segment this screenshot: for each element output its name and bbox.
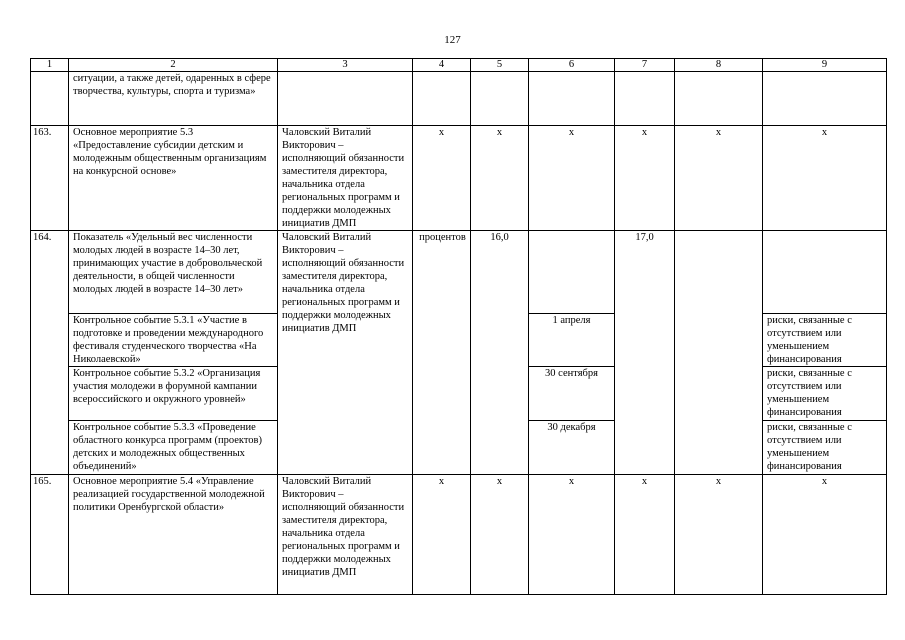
responsible-cell bbox=[278, 72, 413, 126]
header-cell: 7 bbox=[615, 59, 675, 72]
table-row-164 bbox=[31, 231, 887, 314]
program-table bbox=[30, 58, 887, 595]
indicator-name-cell: Показатель «Удельный вес численности молодых людей в возрасте 14–30 лет, принимающих участие в добровольческой деятельности, в общей численности молодых людей в возрасте 14–30 лет» bbox=[69, 231, 278, 314]
row-number: 164. bbox=[31, 231, 69, 475]
value-cell: х bbox=[413, 475, 471, 595]
cell bbox=[529, 72, 615, 126]
page-number: 127 bbox=[444, 34, 461, 46]
date-cell: 1 апреля bbox=[529, 314, 615, 367]
table-row-163 bbox=[31, 126, 887, 231]
event-name-cell: Контрольное событие 5.3.2 «Организация участия молодежи в форумной кампании всероссийского и окружного уровней» bbox=[69, 367, 278, 421]
cell bbox=[615, 72, 675, 126]
risk-cell: риски, связанные с отсутствием или уменьшением финансирования bbox=[763, 314, 887, 367]
cell bbox=[413, 72, 471, 126]
value-cell: х bbox=[675, 126, 763, 231]
value-cell: х bbox=[471, 126, 529, 231]
header-cell: 3 bbox=[278, 59, 413, 72]
date-cell: 30 сентября bbox=[529, 367, 615, 421]
name-cell: Основное мероприятие 5.4 «Управление реализацией государственной молодежной политики Оренбургской области» bbox=[69, 475, 278, 595]
header-row bbox=[31, 59, 887, 72]
value-cell: 16,0 bbox=[471, 231, 529, 475]
value-cell: х bbox=[413, 126, 471, 231]
responsible-cell: Чаловский Виталий Викторович – исполняющий обязанности заместителя директора, начальника отдела региональных программ и поддержки молодежных инициатив ДМП bbox=[278, 475, 413, 595]
value-cell: 17,0 bbox=[615, 231, 675, 475]
value-cell: х bbox=[615, 475, 675, 595]
num-cell bbox=[31, 72, 69, 126]
date-cell bbox=[529, 231, 615, 314]
value-cell: х bbox=[529, 475, 615, 595]
header-cell: 9 bbox=[763, 59, 887, 72]
cell bbox=[763, 72, 887, 126]
value-cell: х bbox=[675, 475, 763, 595]
event-name-cell: Контрольное событие 5.3.3 «Проведение областного конкурса программ (проектов) детских и молодежных общественных объединений» bbox=[69, 421, 278, 475]
table-row-continuation bbox=[31, 72, 887, 126]
header-cell: 1 bbox=[31, 59, 69, 72]
name-cell: Основное мероприятие 5.3 «Предоставление субсидии детским и молодежным общественным организациям на конкурсной основе» bbox=[69, 126, 278, 231]
cell bbox=[471, 72, 529, 126]
value-cell: х bbox=[763, 126, 887, 231]
cell bbox=[675, 72, 763, 126]
header-cell: 4 bbox=[413, 59, 471, 72]
responsible-cell: Чаловский Виталий Викторович – исполняющий обязанности заместителя директора, начальника отдела региональных программ и поддержки молодежных инициатив ДМП bbox=[278, 231, 413, 475]
header-cell: 6 bbox=[529, 59, 615, 72]
value-cell: х bbox=[615, 126, 675, 231]
risk-cell: риски, связанные с отсутствием или уменьшением финансирования bbox=[763, 367, 887, 421]
name-cell: ситуации, а также детей, одаренных в сфере творчества, культуры, спорта и туризма» bbox=[69, 72, 278, 126]
row-number: 163. bbox=[31, 126, 69, 231]
header-cell: 8 bbox=[675, 59, 763, 72]
date-cell: 30 декабря bbox=[529, 421, 615, 475]
event-name-cell: Контрольное событие 5.3.1 «Участие в подготовке и проведении международного фестиваля студенческого творчества «На Николаевской» bbox=[69, 314, 278, 367]
header-cell: 5 bbox=[471, 59, 529, 72]
value-cell: х bbox=[471, 475, 529, 595]
cell bbox=[675, 231, 763, 475]
row-number: 165. bbox=[31, 475, 69, 595]
unit-cell: процентов bbox=[413, 231, 471, 475]
responsible-cell: Чаловский Виталий Викторович – исполняющий обязанности заместителя директора, начальника отдела региональных программ и поддержки молодежных инициатив ДМП bbox=[278, 126, 413, 231]
header-cell: 2 bbox=[69, 59, 278, 72]
table-row-165 bbox=[31, 475, 887, 595]
value-cell: х bbox=[763, 475, 887, 595]
value-cell: х bbox=[529, 126, 615, 231]
risk-cell bbox=[763, 231, 887, 314]
risk-cell: риски, связанные с отсутствием или уменьшением финансирования bbox=[763, 421, 887, 475]
